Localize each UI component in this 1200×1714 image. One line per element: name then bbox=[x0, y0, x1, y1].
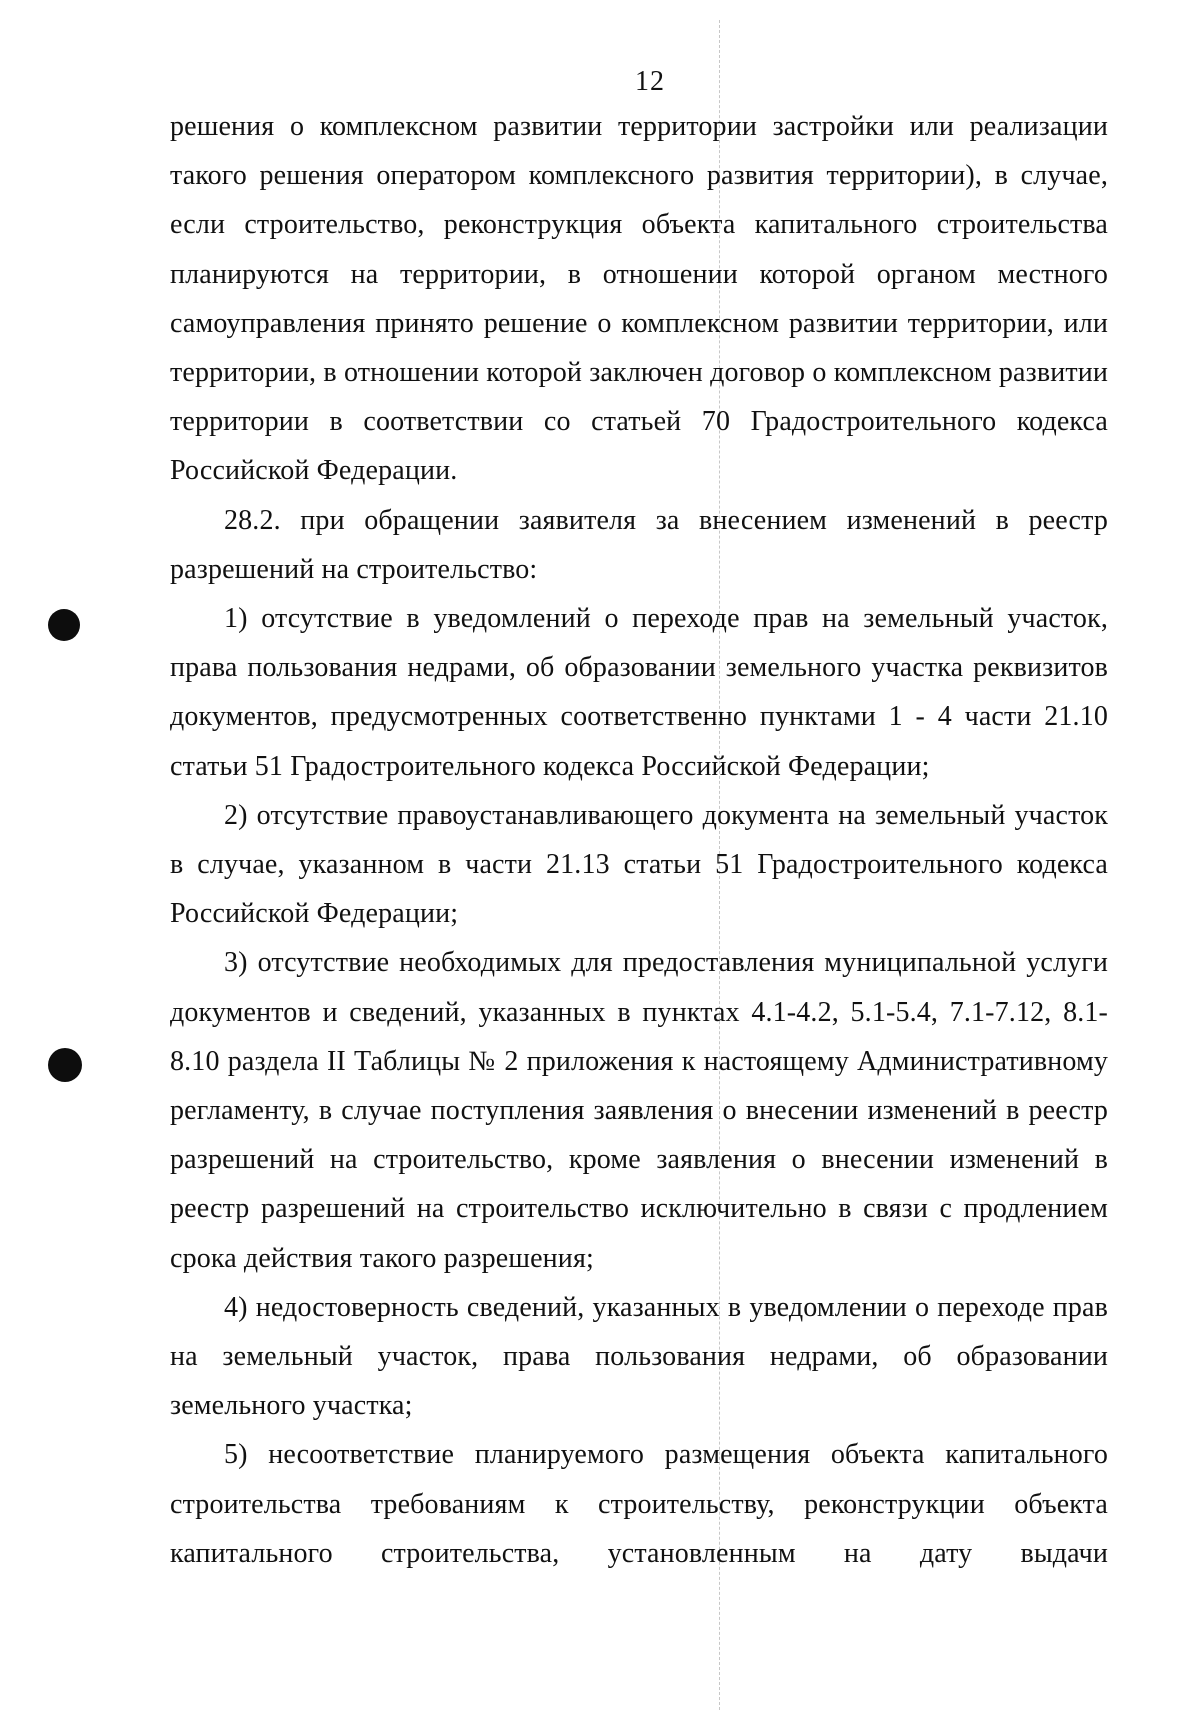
paragraph-28-2: 28.2. при обращении заявителя за внесением изменений в реестр разрешений на строительство: bbox=[170, 504, 1108, 585]
list-item-4: 4) недостоверность сведений, указанных в уведомлении о переходе прав на земельный участок, права пользования недрами, об образовании земельного участка; bbox=[170, 1291, 1108, 1422]
punch-hole-top bbox=[48, 609, 80, 641]
paragraph-continuation: решения о комплексном развитии территории застройки или реализации такого решения оператором комплексного развития территории), в случае, если строительство, реконструкция объекта капитального строительства планируются на территории, в отношении которой органом местного самоуправления принято решение о комплексном развитии территории, или территории, в отношении которой заключен договор о комплексном развитии территории в соответствии со статьей 70 Градостроительного кодекса Российской Федерации. bbox=[170, 111, 1108, 487]
list-item-1: 1) отсутствие в уведомлений о переходе прав на земельный участок, права пользования недрами, об образовании земельного участка реквизитов документов, предусмотренных соответственно пунктами 1 - 4 части 21.10 статьи 51 Градостроительного кодекса Российской Федерации; bbox=[170, 603, 1108, 782]
list-item-3: 3) отсутствие необходимых для предоставления муниципальной услуги документов и сведений, указанных в пунктах 4.1-4.2, 5.1-5.4, 7.1-7.12, 8.1-8.10 раздела II Таблицы № 2 приложения к настоящему Административному регламенту, в случае поступления заявления о внесении изменений в реестр разрешений на строительство, кроме заявления о внесении изменений в реестр разрешений на строительство исключительно в связи с продлением срока действия такого разрешения; bbox=[170, 947, 1108, 1274]
punch-hole-bottom bbox=[48, 1048, 82, 1082]
document-body bbox=[170, 102, 1108, 1578]
list-item-5: 5) несоответствие планируемого размещения объекта капитального строительства требованиям к строительству, реконструкции объекта капитального строительства, установленным на дату выдачи bbox=[170, 1439, 1108, 1569]
list-item-2: 2) отсутствие правоустанавливающего документа на земельный участок в случае, указанном в части 21.13 статьи 51 Градостроительного кодекса Российской Федерации; bbox=[170, 799, 1108, 930]
page-number: 12 bbox=[635, 66, 665, 97]
